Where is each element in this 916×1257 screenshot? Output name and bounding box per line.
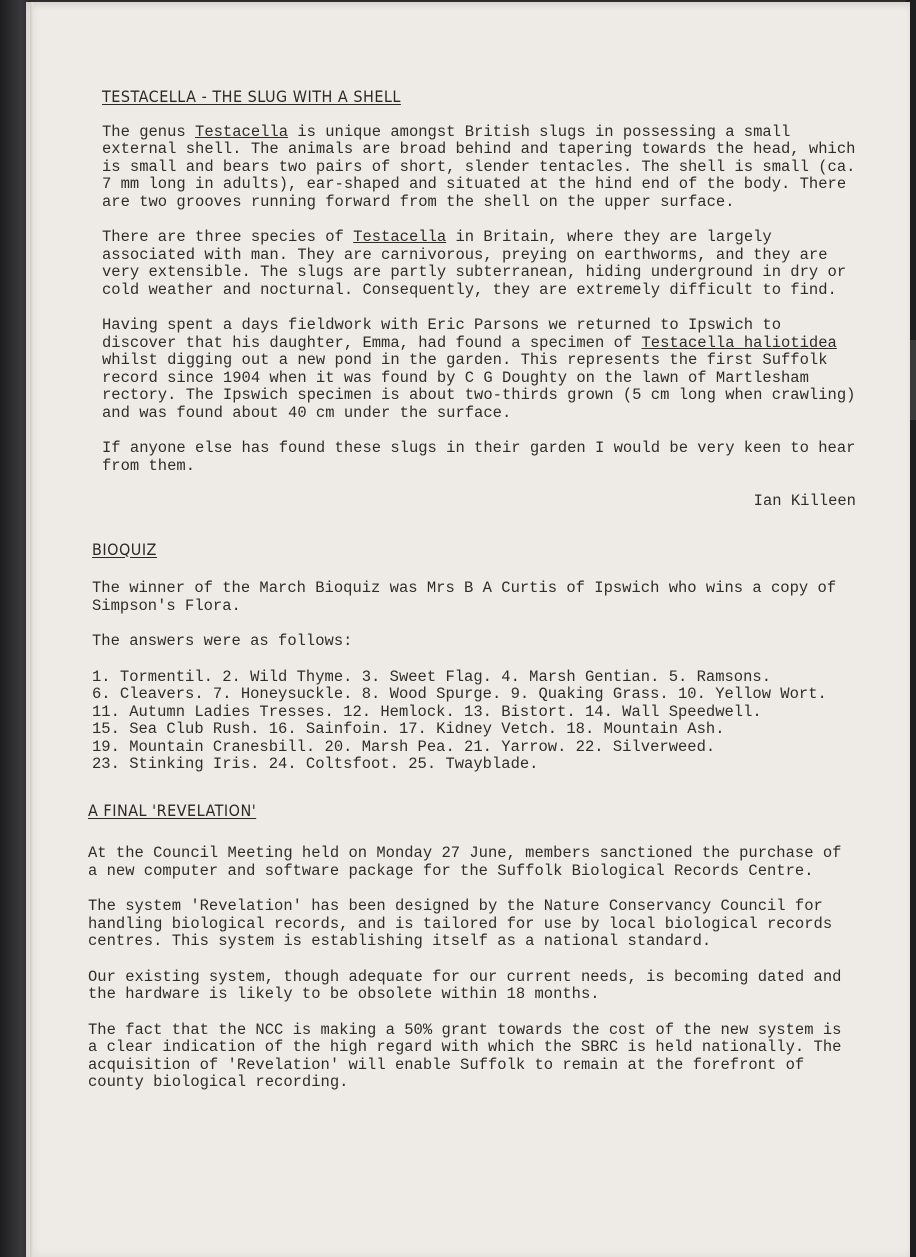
page-content — [86, 82, 856, 1110]
text-run: There are three species of — [102, 228, 354, 246]
revelation-paragraph-4: The fact that the NCC is making a 50% grant towards the cost of the new system is a clear indication of the high regard with which the SBRC is held nationally. The acquisition of 'Revelation' will enable Suffolk to remain at the forefront of county biological recording. — [88, 1020, 842, 1091]
text-run: Having spent a days fieldwork with Eric Parsons we returned to Ipswich to discover that his daughter, Emma, had found a specimen of — [102, 316, 782, 352]
article-title-bioquiz: BIOQUIZ — [92, 539, 157, 559]
testacella-paragraph-4: If anyone else has found these slugs in their garden I would be very keen to hear from them. — [102, 439, 856, 475]
species-name: Testacella haliotidea — [641, 333, 837, 352]
answer-line: 15. Sea Club Rush. 16. Sainfoin. 17. Kidney Vetch. 18. Mountain Ash. — [92, 720, 725, 738]
text-run: whilst digging out a new pond in the garden. This represents the first Suffolk record since 1904 when it was found by C G Doughty on the lawn of Martlesham rectory. The Ipswich specimen is about two-thirds grown (5 cm long when crawling) and was found about 40 cm under the surface. — [102, 351, 856, 422]
scanned-page — [26, 2, 910, 1257]
text-run: is unique amongst British slugs in possessing a small external shell. The animals are broad behind and tapering towards the head, which is small and bears two pairs of short, slender tentacles. The shell is small (ca. 7 mm long in adults), ear-shaped and situated at the hind end of the body. There are two grooves running forward from the shell on the upper surface. — [102, 122, 856, 211]
page-fold — [30, 2, 33, 1257]
answer-line: 1. Tormentil. 2. Wild Thyme. 3. Sweet Flag. 4. Marsh Gentian. 5. Ramsons. — [92, 667, 772, 686]
bioquiz-answers — [86, 669, 856, 774]
answer-line: 11. Autumn Ladies Tresses. 12. Hemlock. 13. Bistort. 14. Wall Speedwell. — [92, 702, 762, 721]
article-title-revelation: A FINAL 'REVELATION' — [88, 800, 257, 820]
article-title-testacella: TESTACELLA - THE SLUG WITH A SHELL — [102, 87, 401, 106]
revelation-paragraph-1: At the Council Meeting held on Monday 27 June, members sanctioned the purchase of a new computer and software package for the Suffolk Biological Records Centre. — [88, 844, 842, 880]
bioquiz-paragraph-1: The winner of the March Bioquiz was Mrs B A Curtis of Ipswich who wins a copy of Simpson's Flora. — [92, 579, 837, 615]
bioquiz-paragraph-2: The answers were as follows: — [92, 632, 353, 650]
edge-mark — [910, 340, 916, 420]
revelation-paragraph-3: Our existing system, though adequate for our current needs, is becoming dated and the hardware is likely to be obsolete within 18 months. — [88, 967, 842, 1003]
testacella-paragraph-1 — [86, 124, 856, 212]
text-run: in Britain, where they are largely associated with man. They are carnivorous, preying on earthworms, and they are very extensible. The slugs are partly subterranean, hiding underground in dry or cold weather and nocturnal. Consequently, they are extremely difficult to find. — [102, 228, 847, 299]
revelation-paragraph-2: The system 'Revelation' has been designed by the Nature Conservancy Council for handling biological records, and is tailored for use by local biological records centres. This system is establishing itself as a national standard. — [88, 897, 833, 950]
answer-line: 6. Cleavers. 7. Honeysuckle. 8. Wood Spurge. 9. Quaking Grass. 10. Yellow Wort. — [92, 685, 827, 703]
answer-line: 23. Stinking Iris. 24. Coltsfoot. 25. Twayblade. — [92, 755, 539, 773]
author-signature: Ian Killeen — [753, 492, 856, 510]
testacella-paragraph-2 — [86, 229, 856, 299]
testacella-paragraph-3 — [86, 317, 856, 422]
species-name: Testacella — [195, 122, 289, 141]
species-name: Testacella — [353, 228, 447, 246]
text-run: The genus — [102, 122, 196, 141]
answer-line: 19. Mountain Cranesbill. 20. Marsh Pea. 21. Yarrow. 22. Silverweed. — [92, 737, 716, 756]
